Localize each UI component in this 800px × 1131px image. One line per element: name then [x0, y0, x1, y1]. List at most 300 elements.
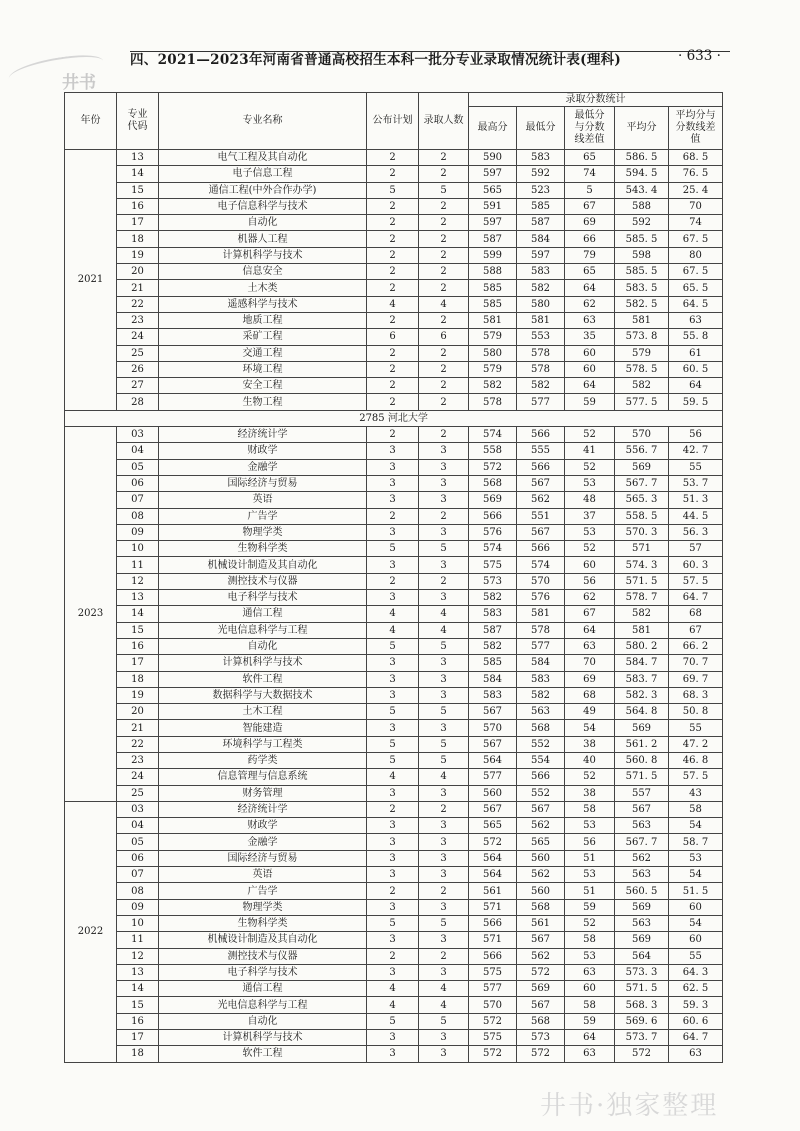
admitted-cell: 4 [419, 769, 469, 785]
min-diff-cell: 52 [565, 459, 615, 475]
min-diff-cell: 70 [565, 655, 615, 671]
table-row [65, 508, 723, 524]
table-row [65, 329, 723, 345]
min-diff-cell: 62 [565, 296, 615, 312]
min-diff-cell: 65 [565, 264, 615, 280]
table-row [65, 850, 723, 866]
admitted-cell: 2 [419, 280, 469, 296]
admitted-cell: 3 [419, 834, 469, 850]
avg-score-cell: 582. 5 [615, 296, 669, 312]
max-score-cell: 571 [469, 899, 517, 915]
code-cell: 19 [117, 687, 159, 703]
table-row [65, 541, 723, 557]
admitted-cell: 2 [419, 215, 469, 231]
major-name-cell: 生物工程 [159, 394, 367, 410]
max-score-cell: 577 [469, 769, 517, 785]
min-score-cell: 587 [517, 215, 565, 231]
min-diff-cell: 53 [565, 818, 615, 834]
avg-score-cell: 582 [615, 606, 669, 622]
avg-diff-cell: 68. 3 [669, 687, 723, 703]
school-name: 2785 河北大学 [65, 410, 723, 426]
avg-score-cell: 567 [615, 801, 669, 817]
max-score-cell: 585 [469, 296, 517, 312]
max-score-cell: 570 [469, 997, 517, 1013]
table-row [65, 720, 723, 736]
min-score-cell: 552 [517, 785, 565, 801]
table-row [65, 524, 723, 540]
code-cell: 21 [117, 280, 159, 296]
plan-cell: 5 [367, 182, 419, 198]
plan-cell: 5 [367, 704, 419, 720]
admitted-cell: 2 [419, 312, 469, 328]
min-score-cell: 582 [517, 378, 565, 394]
max-score-cell: 577 [469, 981, 517, 997]
min-score-cell: 584 [517, 231, 565, 247]
max-score-cell: 561 [469, 883, 517, 899]
min-diff-cell: 63 [565, 312, 615, 328]
min-score-cell: 572 [517, 964, 565, 980]
min-diff-cell: 38 [565, 785, 615, 801]
max-score-cell: 587 [469, 622, 517, 638]
max-score-cell: 585 [469, 280, 517, 296]
avg-diff-cell: 56. 3 [669, 524, 723, 540]
avg-diff-cell: 55. 8 [669, 329, 723, 345]
code-cell: 18 [117, 231, 159, 247]
max-score-cell: 590 [469, 150, 517, 166]
max-score-cell: 579 [469, 329, 517, 345]
code-cell: 13 [117, 150, 159, 166]
code-cell: 20 [117, 264, 159, 280]
table-row [65, 247, 723, 263]
avg-score-cell: 569 [615, 459, 669, 475]
min-diff-cell: 66 [565, 231, 615, 247]
avg-score-cell: 573. 8 [615, 329, 669, 345]
admitted-cell: 2 [419, 247, 469, 263]
table-row [65, 915, 723, 931]
avg-diff-cell: 67 [669, 622, 723, 638]
avg-diff-cell: 57 [669, 541, 723, 557]
min-diff-cell: 56 [565, 834, 615, 850]
table-row [65, 818, 723, 834]
major-name-cell: 采矿工程 [159, 329, 367, 345]
min-diff-cell: 60 [565, 981, 615, 997]
col-header-min: 最低分 [517, 107, 565, 150]
avg-score-cell: 543. 4 [615, 182, 669, 198]
table-row [65, 475, 723, 491]
max-score-cell: 599 [469, 247, 517, 263]
table-row [65, 231, 723, 247]
avg-score-cell: 571. 5 [615, 573, 669, 589]
max-score-cell: 597 [469, 215, 517, 231]
max-score-cell: 574 [469, 541, 517, 557]
admitted-cell: 2 [419, 573, 469, 589]
code-cell: 11 [117, 932, 159, 948]
min-score-cell: 582 [517, 687, 565, 703]
plan-cell: 2 [367, 573, 419, 589]
major-name-cell: 经济统计学 [159, 427, 367, 443]
min-diff-cell: 60 [565, 361, 615, 377]
min-diff-cell: 63 [565, 638, 615, 654]
plan-cell: 2 [367, 198, 419, 214]
major-name-cell: 机械设计制造及其自动化 [159, 932, 367, 948]
max-score-cell: 567 [469, 736, 517, 752]
avg-diff-cell: 58. 7 [669, 834, 723, 850]
avg-diff-cell: 64. 7 [669, 1030, 723, 1046]
table-row [65, 557, 723, 573]
admitted-cell: 3 [419, 492, 469, 508]
max-score-cell: 572 [469, 1046, 517, 1062]
avg-diff-cell: 47. 2 [669, 736, 723, 752]
max-score-cell: 591 [469, 198, 517, 214]
code-cell: 06 [117, 475, 159, 491]
max-score-cell: 575 [469, 964, 517, 980]
code-cell: 14 [117, 981, 159, 997]
avg-diff-cell: 64 [669, 378, 723, 394]
school-row [65, 410, 723, 426]
min-score-cell: 567 [517, 801, 565, 817]
avg-score-cell: 583. 5 [615, 280, 669, 296]
avg-score-cell: 572 [615, 1046, 669, 1062]
min-score-cell: 567 [517, 475, 565, 491]
min-diff-cell: 48 [565, 492, 615, 508]
min-diff-cell: 65 [565, 150, 615, 166]
plan-cell: 3 [367, 492, 419, 508]
avg-score-cell: 567. 7 [615, 475, 669, 491]
plan-cell: 3 [367, 964, 419, 980]
table-row [65, 638, 723, 654]
admitted-cell: 3 [419, 671, 469, 687]
max-score-cell: 578 [469, 394, 517, 410]
admitted-cell: 3 [419, 475, 469, 491]
avg-diff-cell: 66. 2 [669, 638, 723, 654]
max-score-cell: 564 [469, 867, 517, 883]
avg-diff-cell: 80 [669, 247, 723, 263]
table-row [65, 1013, 723, 1029]
min-score-cell: 581 [517, 606, 565, 622]
avg-diff-cell: 63 [669, 312, 723, 328]
admitted-cell: 3 [419, 850, 469, 866]
plan-cell: 3 [367, 785, 419, 801]
max-score-cell: 567 [469, 704, 517, 720]
max-score-cell: 583 [469, 606, 517, 622]
avg-score-cell: 560. 5 [615, 883, 669, 899]
code-cell: 11 [117, 557, 159, 573]
plan-cell: 2 [367, 150, 419, 166]
admitted-cell: 3 [419, 720, 469, 736]
admitted-cell: 5 [419, 1013, 469, 1029]
avg-score-cell: 592 [615, 215, 669, 231]
plan-cell: 2 [367, 427, 419, 443]
plan-cell: 3 [367, 867, 419, 883]
table-row [65, 215, 723, 231]
avg-diff-cell: 44. 5 [669, 508, 723, 524]
max-score-cell: 572 [469, 834, 517, 850]
min-diff-cell: 5 [565, 182, 615, 198]
admitted-cell: 5 [419, 736, 469, 752]
major-name-cell: 自动化 [159, 1013, 367, 1029]
major-name-cell: 测控技术与仪器 [159, 573, 367, 589]
col-header-name: 专业名称 [159, 93, 367, 150]
min-score-cell: 562 [517, 818, 565, 834]
avg-score-cell: 569. 6 [615, 1013, 669, 1029]
code-cell: 25 [117, 345, 159, 361]
code-cell: 15 [117, 182, 159, 198]
avg-score-cell: 582 [615, 378, 669, 394]
code-cell: 16 [117, 198, 159, 214]
plan-cell: 2 [367, 883, 419, 899]
admitted-cell: 3 [419, 1030, 469, 1046]
avg-score-cell: 585. 5 [615, 231, 669, 247]
min-diff-cell: 67 [565, 198, 615, 214]
major-name-cell: 地质工程 [159, 312, 367, 328]
admitted-cell: 2 [419, 427, 469, 443]
plan-cell: 2 [367, 508, 419, 524]
admitted-cell: 3 [419, 1046, 469, 1062]
code-cell: 05 [117, 834, 159, 850]
max-score-cell: 567 [469, 801, 517, 817]
major-name-cell: 广告学 [159, 508, 367, 524]
table-row [65, 166, 723, 182]
code-cell: 12 [117, 948, 159, 964]
min-score-cell: 583 [517, 671, 565, 687]
avg-diff-cell: 67. 5 [669, 264, 723, 280]
major-name-cell: 电子科学与技术 [159, 964, 367, 980]
plan-cell: 4 [367, 296, 419, 312]
admitted-cell: 3 [419, 687, 469, 703]
avg-diff-cell: 68 [669, 606, 723, 622]
avg-score-cell: 561. 2 [615, 736, 669, 752]
table-row [65, 361, 723, 377]
table-row [65, 883, 723, 899]
major-name-cell: 自动化 [159, 215, 367, 231]
admitted-cell: 2 [419, 345, 469, 361]
admitted-cell: 2 [419, 166, 469, 182]
min-score-cell: 578 [517, 345, 565, 361]
col-header-code: 专业代码 [117, 93, 159, 150]
min-score-cell: 554 [517, 752, 565, 768]
admitted-cell: 2 [419, 378, 469, 394]
min-diff-cell: 49 [565, 704, 615, 720]
year-cell: 2021 [65, 150, 117, 411]
max-score-cell: 572 [469, 459, 517, 475]
code-cell: 22 [117, 296, 159, 312]
plan-cell: 4 [367, 606, 419, 622]
code-cell: 24 [117, 769, 159, 785]
table-row [65, 834, 723, 850]
major-name-cell: 光电信息科学与工程 [159, 622, 367, 638]
plan-cell: 3 [367, 834, 419, 850]
table-row [65, 606, 723, 622]
min-diff-cell: 37 [565, 508, 615, 524]
avg-score-cell: 569 [615, 932, 669, 948]
avg-diff-cell: 67. 5 [669, 231, 723, 247]
min-score-cell: 566 [517, 459, 565, 475]
admitted-cell: 2 [419, 801, 469, 817]
plan-cell: 3 [367, 671, 419, 687]
max-score-cell: 564 [469, 752, 517, 768]
avg-score-cell: 568. 3 [615, 997, 669, 1013]
avg-score-cell: 563 [615, 867, 669, 883]
max-score-cell: 582 [469, 590, 517, 606]
major-name-cell: 软件工程 [159, 671, 367, 687]
avg-score-cell: 571. 5 [615, 981, 669, 997]
max-score-cell: 580 [469, 345, 517, 361]
min-diff-cell: 69 [565, 671, 615, 687]
min-score-cell: 567 [517, 524, 565, 540]
admitted-cell: 3 [419, 964, 469, 980]
plan-cell: 5 [367, 915, 419, 931]
major-name-cell: 计算机科学与技术 [159, 247, 367, 263]
min-diff-cell: 62 [565, 590, 615, 606]
admitted-cell: 2 [419, 508, 469, 524]
avg-diff-cell: 25. 4 [669, 182, 723, 198]
plan-cell: 3 [367, 1046, 419, 1062]
code-cell: 03 [117, 427, 159, 443]
avg-diff-cell: 65. 5 [669, 280, 723, 296]
min-diff-cell: 79 [565, 247, 615, 263]
min-score-cell: 573 [517, 1030, 565, 1046]
code-cell: 18 [117, 671, 159, 687]
avg-score-cell: 565. 3 [615, 492, 669, 508]
code-cell: 08 [117, 883, 159, 899]
avg-score-cell: 578. 7 [615, 590, 669, 606]
code-cell: 24 [117, 329, 159, 345]
code-cell: 03 [117, 801, 159, 817]
max-score-cell: 576 [469, 524, 517, 540]
max-score-cell: 566 [469, 948, 517, 964]
major-name-cell: 通信工程 [159, 606, 367, 622]
code-cell: 07 [117, 492, 159, 508]
major-name-cell: 药学类 [159, 752, 367, 768]
avg-score-cell: 582. 3 [615, 687, 669, 703]
code-cell: 10 [117, 541, 159, 557]
avg-score-cell: 577. 5 [615, 394, 669, 410]
plan-cell: 2 [367, 247, 419, 263]
code-cell: 17 [117, 215, 159, 231]
max-score-cell: 587 [469, 231, 517, 247]
plan-cell: 2 [367, 801, 419, 817]
major-name-cell: 国际经济与贸易 [159, 850, 367, 866]
table-row [65, 427, 723, 443]
min-score-cell: 568 [517, 720, 565, 736]
major-name-cell: 物理学类 [159, 899, 367, 915]
plan-cell: 2 [367, 215, 419, 231]
table-row [65, 573, 723, 589]
admitted-cell: 3 [419, 524, 469, 540]
avg-score-cell: 570. 3 [615, 524, 669, 540]
avg-diff-cell: 43 [669, 785, 723, 801]
table-row [65, 687, 723, 703]
code-cell: 16 [117, 1013, 159, 1029]
max-score-cell: 569 [469, 492, 517, 508]
min-score-cell: 567 [517, 932, 565, 948]
avg-score-cell: 586. 5 [615, 150, 669, 166]
major-name-cell: 测控技术与仪器 [159, 948, 367, 964]
major-name-cell: 生物科学类 [159, 915, 367, 931]
min-diff-cell: 53 [565, 867, 615, 883]
plan-cell: 5 [367, 1013, 419, 1029]
min-score-cell: 563 [517, 704, 565, 720]
min-diff-cell: 60 [565, 557, 615, 573]
year-cell: 2023 [65, 427, 117, 802]
avg-diff-cell: 54 [669, 818, 723, 834]
min-score-cell: 552 [517, 736, 565, 752]
plan-cell: 4 [367, 622, 419, 638]
table-row [65, 296, 723, 312]
code-cell: 16 [117, 638, 159, 654]
max-score-cell: 566 [469, 508, 517, 524]
major-name-cell: 环境工程 [159, 361, 367, 377]
admitted-cell: 5 [419, 704, 469, 720]
admitted-cell: 2 [419, 198, 469, 214]
admitted-cell: 2 [419, 948, 469, 964]
min-diff-cell: 38 [565, 736, 615, 752]
major-name-cell: 生物科学类 [159, 541, 367, 557]
table-row [65, 1030, 723, 1046]
min-score-cell: 560 [517, 850, 565, 866]
table-row [65, 704, 723, 720]
max-score-cell: 583 [469, 687, 517, 703]
max-score-cell: 571 [469, 932, 517, 948]
min-score-cell: 583 [517, 264, 565, 280]
min-score-cell: 561 [517, 915, 565, 931]
major-name-cell: 光电信息科学与工程 [159, 997, 367, 1013]
major-name-cell: 计算机科学与技术 [159, 655, 367, 671]
code-cell: 27 [117, 378, 159, 394]
min-diff-cell: 58 [565, 801, 615, 817]
code-cell: 23 [117, 312, 159, 328]
code-cell: 15 [117, 622, 159, 638]
table-row [65, 459, 723, 475]
code-cell: 14 [117, 606, 159, 622]
code-cell: 25 [117, 785, 159, 801]
max-score-cell: 581 [469, 312, 517, 328]
major-name-cell: 遥感科学与技术 [159, 296, 367, 312]
min-score-cell: 566 [517, 427, 565, 443]
table-row [65, 378, 723, 394]
plan-cell: 2 [367, 378, 419, 394]
min-score-cell: 568 [517, 899, 565, 915]
col-header-year: 年份 [65, 93, 117, 150]
major-name-cell: 土木类 [159, 280, 367, 296]
avg-diff-cell: 60. 5 [669, 361, 723, 377]
min-diff-cell: 58 [565, 932, 615, 948]
table-row [65, 312, 723, 328]
plan-cell: 2 [367, 280, 419, 296]
avg-diff-cell: 63 [669, 1046, 723, 1062]
plan-cell: 4 [367, 981, 419, 997]
avg-diff-cell: 64. 7 [669, 590, 723, 606]
min-score-cell: 560 [517, 883, 565, 899]
avg-score-cell: 558. 5 [615, 508, 669, 524]
min-diff-cell: 69 [565, 215, 615, 231]
avg-diff-cell: 54 [669, 867, 723, 883]
avg-score-cell: 569 [615, 720, 669, 736]
avg-diff-cell: 50. 8 [669, 704, 723, 720]
code-cell: 15 [117, 997, 159, 1013]
major-name-cell: 智能建造 [159, 720, 367, 736]
major-name-cell: 交通工程 [159, 345, 367, 361]
admitted-cell: 5 [419, 752, 469, 768]
table-row [65, 801, 723, 817]
admitted-cell: 2 [419, 394, 469, 410]
max-score-cell: 574 [469, 427, 517, 443]
major-name-cell: 电子科学与技术 [159, 590, 367, 606]
code-cell: 23 [117, 752, 159, 768]
min-diff-cell: 64 [565, 622, 615, 638]
avg-score-cell: 594. 5 [615, 166, 669, 182]
avg-diff-cell: 57. 5 [669, 573, 723, 589]
